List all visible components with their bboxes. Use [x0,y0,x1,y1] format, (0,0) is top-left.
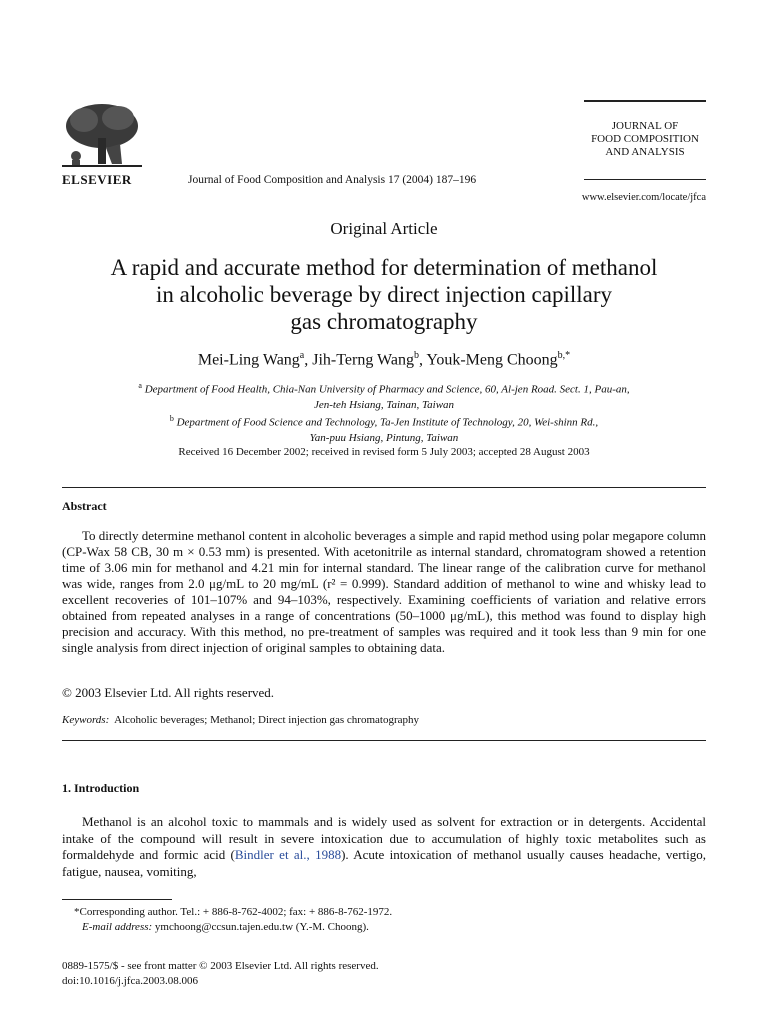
introduction-body [62,814,706,880]
affiliation-b [70,411,698,446]
footnote-rule [62,899,172,900]
journal-citation: Journal of Food Composition and Analysis 17 (2004) 187–196 [188,174,477,186]
publisher-name: ELSEVIER [62,172,132,187]
section-heading-introduction: 1. Introduction [62,781,140,795]
received-dates: Received 16 December 2002; received in revised form 5 July 2003; accepted 28 August 2003 [178,446,590,458]
author-name: Youk-Meng Choong [426,351,558,369]
introduction-text: Methanol is an alcohol toxic to mammals and is widely used as solvent for extraction or in detergents. Accidental intake of the compound will result in severe intoxication due to accumulation of highly toxic metabolites such as formaldehyde and formic acid ( [62,814,706,862]
article-type: Original Article [330,219,438,238]
citation-link[interactable]: Bindler et al., 1988 [234,847,342,862]
divider [62,740,706,741]
author-affiliation-marker: b,* [557,350,571,361]
journal-box-top-rule [584,100,706,102]
author-affiliation-marker: b [413,350,419,361]
author-name: Jih-Terng Wang [312,351,414,369]
journal-name: JOURNAL OF FOOD COMPOSITION AND ANALYSIS [591,120,699,158]
abstract-text: To directly determine methanol content in alcoholic beverages a simple and rapid method using polar megapore column (CP-Wax 58 CB, 30 m × 0.53 mm) is presented. With acetonitrile as internal standard, chromatogram showed a retention time of 3.06 min for methanol and 4.21 min for internal standard. The linear range of the calibration curve for methanol was wide, ranges from 2.0 μg/mL to 20 mg/mL (r² = 0.999). Standard addition of methanol to wine and whisky lead to excellent recoveries of 101–107% and 94–103%, respectively. Examining coefficients of variation and relative errors obtained from repeated analyses in a range of concentrations (50–1000 μg/mL), this method was found to display high precision and accuracy. With this method, no pre-treatment of samples was required and it took less than 9 min for one single analysis from direct injection of original samples to obtaining data. [62,528,706,655]
affiliation-line: Yan-puu Hsiang, Pintung, Taiwan [309,431,459,444]
article-title [40,254,728,335]
title-line: in alcoholic beverage by direct injection capillary [156,282,612,307]
doi[interactable]: doi:10.1016/j.jfca.2003.08.006 [62,975,198,987]
title-line: A rapid and accurate method for determination of methanol [110,255,658,280]
abstract-body [62,528,706,656]
keywords-list: Alcoholic beverages; Methanol; Direct injection gas chromatography [114,714,420,726]
keywords [62,714,419,726]
affiliation-line: Department of Food Health, Chia-Nan University of Pharmacy and Science, 60, Al-jen Road. Sect. 1, Pau-an, [144,383,630,396]
corresponding-author-footnote: *Corresponding author. Tel.: + 886-8-762-4002; fax: + 886-8-762-1972. [74,906,393,918]
journal-url[interactable]: www.elsevier.com/locate/jfca [581,192,706,203]
journal-name-box [584,100,706,180]
title-line: gas chromatography [290,309,478,334]
introduction-paragraph [62,814,706,880]
email-address[interactable]: ymchoong@ccsun.tajen.edu.tw (Y.-M. Choong). [154,921,369,933]
keywords-label: Keywords: [62,714,110,726]
author-list: Mei-Ling Wang$^a$, Jih-Terng Wang$^b$, Youk-Meng Choong$^{b,*}$ [197,350,571,369]
abstract-heading: Abstract [62,499,107,513]
front-matter-line: 0889-1575/$ - see front matter © 2003 Elsevier Ltd. All rights reserved. [62,960,379,972]
divider [62,487,706,488]
affiliation-a [70,378,698,413]
abstract-copyright: © 2003 Elsevier Ltd. All rights reserved. [62,685,275,700]
tree-logo-icon [62,100,142,172]
introduction-text: ). Acute intoxication of methanol usually causes headache, vertigo, fatigue, nausea, vomiting, [62,847,706,879]
author-name: Mei-Ling Wang [197,351,300,369]
email-footnote [82,921,369,933]
affiliation-line: Jen-teh Hsiang, Tainan, Taiwan [313,398,455,411]
affiliation-line: Department of Food Science and Technology, Ta-Jen Institute of Technology, 20, Wei-shinn Rd., [176,416,599,429]
author-affiliation-marker: a [299,350,305,361]
affiliation-marker: b [169,414,174,423]
affiliation-marker: a [138,381,142,390]
journal-box-bottom-rule [584,179,706,180]
email-label: E-mail address: [82,921,153,933]
